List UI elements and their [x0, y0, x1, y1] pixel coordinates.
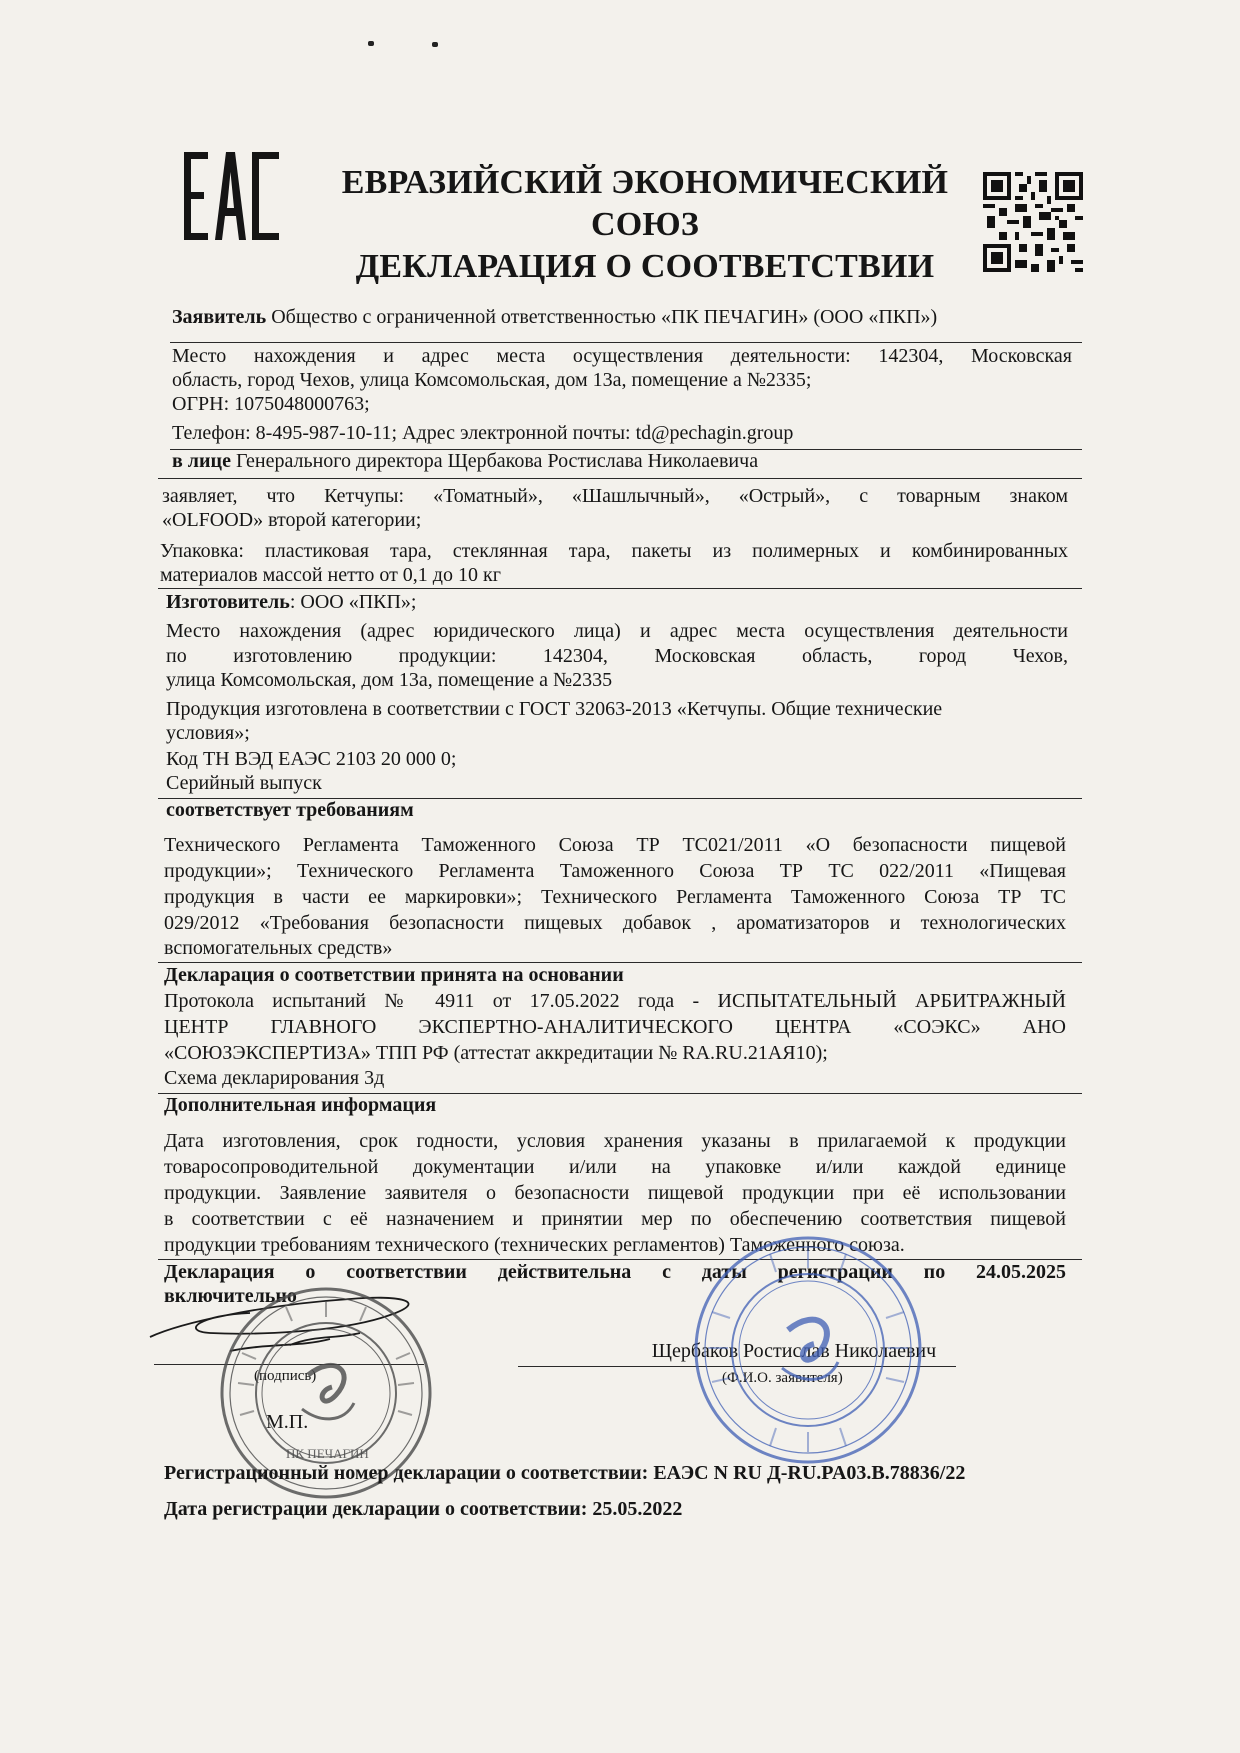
manufacturer-address-line-1: Место нахождения (адрес юридического лица) и адрес места осуществления деятельности	[166, 620, 1068, 642]
signature-caption: (подпись)	[254, 1368, 317, 1384]
additional-line-3: продукции. Заявление заявителя о безопасности пищевой продукции при её использовании	[164, 1182, 1066, 1204]
declares-line-1: заявляет, что Кетчупы: «Томатный», «Шашлычный», «Острый», с товарным знаком	[162, 485, 1068, 507]
title-declaration: ДЕКЛАРАЦИЯ О СООТВЕТСТВИИ	[355, 248, 935, 285]
additional-line-1: Дата изготовления, срок годности, условия хранения указаны в прилагаемой к продукции	[164, 1130, 1066, 1152]
validity-line-2: включительно	[164, 1285, 297, 1307]
applicant-full-name: Щербаков Ростислав Николаевич	[651, 1340, 937, 1362]
qr-code-icon	[983, 172, 1083, 272]
name-caption: (Ф.И.О. заявителя)	[722, 1370, 843, 1386]
manufacturer-label: Изготовитель	[166, 591, 290, 613]
divider	[158, 1259, 1082, 1260]
title-union: ЕВРАЗИЙСКИЙ ЭКОНОМИЧЕСКИЙ СОЮЗ	[341, 164, 949, 243]
divider	[170, 342, 1082, 343]
applicant-address-line-2: область, город Чехов, улица Комсомольская, дом 13а, помещение а №2335;	[172, 369, 812, 391]
manufacturer-address-line-2: по изготовлению продукции: 142304, Московская область, город Чехов,	[166, 645, 1068, 667]
representative-name: Генерального директора Щербакова Ростислава Николаевича	[230, 450, 759, 472]
requirements-line-3: продукция в части ее маркировки»; Технического Регламента Таможенного Союза ТР ТС	[164, 886, 1066, 908]
standard-line-1: Продукция изготовлена в соответствии с ГОСТ 32063-2013 «Кетчупы. Общие технические	[166, 698, 943, 720]
requirements-line-2: продукции»; Технического Регламента Таможенного Союза ТР ТС 022/2011 «Пищевая	[164, 860, 1066, 882]
packaging-line-2: материалов массой нетто от 0,1 до 10 кг	[160, 564, 501, 586]
validity-line-1: Декларация о соответствии действительна с даты регистрации по 24.05.2025	[164, 1261, 1066, 1283]
applicant-contacts: Телефон: 8-495-987-10-11; Адрес электронной почты: td@pechagin.group	[172, 422, 794, 444]
tn-ved-code: Код ТН ВЭД ЕАЭС 2103 20 000 0;	[166, 748, 457, 770]
additional-line-4: в соответствии с её назначением и принятии мер по обеспечению соответствия пищевой	[164, 1208, 1066, 1230]
scan-speck	[368, 41, 374, 46]
registration-number: Регистрационный номер декларации о соответствии: ЕАЭС N RU Д-RU.PA03.B.78836/22	[164, 1462, 966, 1484]
divider	[158, 478, 1082, 479]
applicant-ogrn: ОГРН: 1075048000763;	[172, 393, 370, 415]
series-type: Серийный выпуск	[166, 772, 322, 794]
standard-line-2: условия»;	[166, 722, 250, 744]
requirements-heading-text: соответствует требованиям	[166, 799, 414, 821]
requirements-line-4: 029/2012 «Требования безопасности пищевых добавок , ароматизаторов и технологических	[164, 912, 1066, 934]
additional-line-5: продукции требованиям технического (технических регламентов) Таможенного союза.	[164, 1234, 905, 1256]
applicant-line	[172, 306, 1062, 330]
representative-label: в лице	[172, 450, 231, 472]
additional-heading	[164, 1094, 1064, 1118]
company-seal-gray-label: ПК ПЕЧАГИН	[286, 1446, 369, 1461]
additional-line-2: товаросопроводительной документации и/или на упаковке и/или каждой единице	[164, 1156, 1066, 1178]
manufacturer-address-line-3: улица Комсомольская, дом 13а, помещение а №2335	[166, 669, 613, 691]
basis-heading-text: Декларация о соответствии принята на основании	[164, 964, 624, 986]
manufacturer-line	[166, 591, 1066, 615]
declaration-scheme: Схема декларирования 3д	[164, 1067, 385, 1089]
eac-logo-icon	[182, 150, 284, 242]
basis-line-2: ЦЕНТР ГЛАВНОГО ЭКСПЕРТНО-АНАЛИТИЧЕСКОГО ЦЕНТРА «СОЭКС» АНО	[164, 1016, 1066, 1038]
divider	[158, 588, 1082, 589]
requirements-line-1: Технического Регламента Таможенного Союза ТР ТС021/2011 «О безопасности пищевой	[164, 834, 1066, 856]
requirements-line-5: вспомогательных средств»	[164, 937, 393, 959]
applicant-label: Заявитель	[172, 306, 267, 328]
basis-line-3: «СОЮЗЭКСПЕРТИЗА» ТПП РФ (аттестат аккредитации № RA.RU.21АЯ10);	[164, 1042, 828, 1064]
scan-speck	[432, 42, 438, 47]
basis-line-1: Протокола испытаний № 4911 от 17.05.2022 года - ИСПЫТАТЕЛЬНЫЙ АРБИТРАЖНЫЙ	[164, 990, 1066, 1012]
registration-date: Дата регистрации декларации о соответствии: 25.05.2022	[164, 1498, 683, 1520]
document-title	[300, 162, 990, 288]
additional-heading-text: Дополнительная информация	[164, 1094, 437, 1116]
declares-line-2: «OLFOOD» второй категории;	[162, 509, 422, 531]
requirements-heading	[166, 799, 1066, 823]
applicant-address-line-1: Место нахождения и адрес места осуществления деятельности: 142304, Московская	[172, 345, 1072, 367]
packaging-line-1: Упаковка: пластиковая тара, стеклянная тара, пакеты из полимерных и комбинированных	[160, 540, 1068, 562]
divider	[158, 962, 1082, 963]
applicant-name: Общество с ограниченной ответственностью «ПК ПЕЧАГИН» (ООО «ПКП»)	[266, 306, 938, 328]
company-seal-blue-icon	[690, 1232, 926, 1468]
manufacturer-name: : ООО «ПКП»;	[289, 591, 417, 613]
seal-place-label: М.П.	[266, 1411, 309, 1433]
representative-line	[172, 450, 1072, 474]
basis-heading	[164, 964, 1064, 988]
